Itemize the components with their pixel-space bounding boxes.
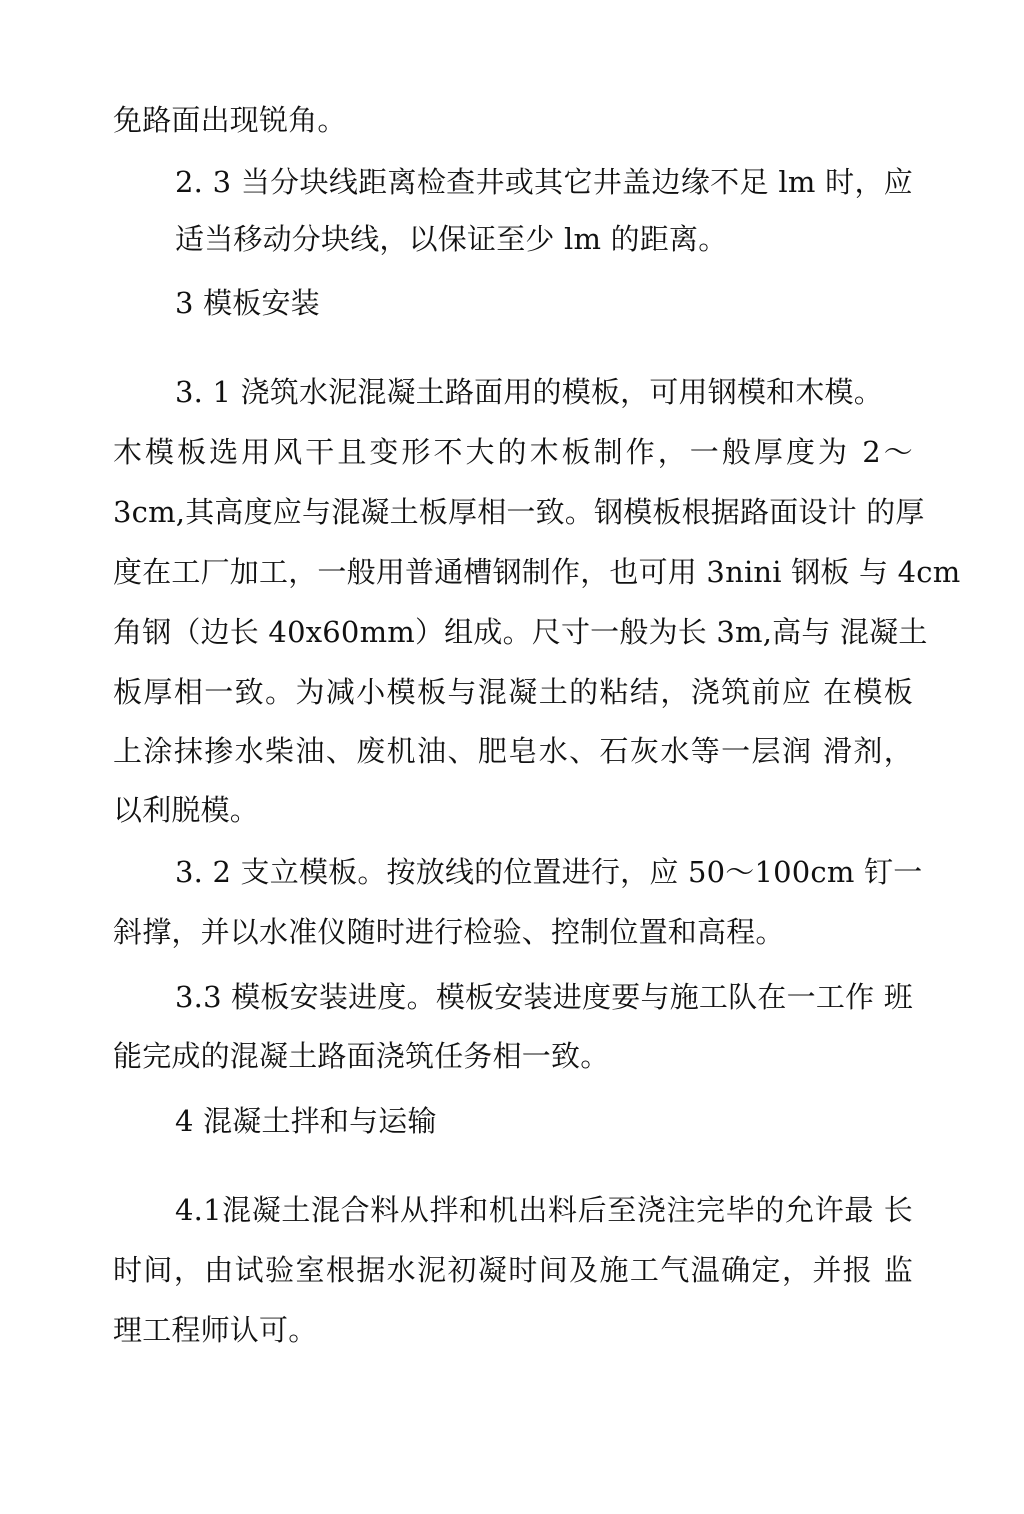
section-heading: 3 模板安装 xyxy=(175,286,320,320)
paragraph-line: 度在工厂加工，一般用普通槽钢制作，也可用 3nini 钢板 与 4cm xyxy=(113,555,961,589)
paragraph-line: 3. 2 支立模板。按放线的位置进行，应 50～100cm 钉一 xyxy=(175,855,923,889)
paragraph-line: 免路面出现锐角。 xyxy=(113,103,347,137)
paragraph-line: 2. 3 当分块线距离检查井或其它井盖边缘不足 lm 时，应 xyxy=(175,165,913,199)
paragraph-line: 斜撑，并以水准仪随时进行检验、控制位置和高程。 xyxy=(113,915,785,949)
paragraph-line: 板厚相一致。为减小模板与混凝土的粘结，浇筑前应 在模板 xyxy=(113,675,913,709)
paragraph-line: 上涂抹掺水柴油、废机油、肥皂水、石灰水等一层润 滑剂， xyxy=(113,734,913,768)
paragraph-line: 理工程师认可。 xyxy=(113,1313,318,1347)
paragraph-line: 3cm,其高度应与混凝土板厚相一致。钢模板根据路面设计 的厚 xyxy=(113,495,925,529)
paragraph-line: 3. 1 浇筑水泥混凝土路面用的模板，可用钢模和木模。 xyxy=(175,375,883,409)
paragraph-line: 以利脱模。 xyxy=(113,793,260,827)
paragraph-line: 时间，由试验室根据水泥初凝时间及施工气温确定，并报 监 xyxy=(113,1253,913,1287)
section-heading: 4 混凝土拌和与运输 xyxy=(175,1104,437,1138)
paragraph-line: 3.3 模板安装进度。模板安装进度要与施工队在一工作 班 xyxy=(175,980,913,1014)
paragraph-line: 角钢（边长 40x60mm）组成。尺寸一般为长 3m,高与 混凝土 xyxy=(113,615,928,649)
paragraph-line: 4.1混凝土混合料从拌和机出料后至浇注完毕的允许最 长 xyxy=(175,1193,913,1227)
paragraph-line: 适当移动分块线，以保证至少 lm 的距离。 xyxy=(175,222,728,256)
paragraph-line: 能完成的混凝土路面浇筑任务相一致。 xyxy=(113,1039,610,1073)
paragraph-line: 木模板选用风干且变形不大的木板制作，一般厚度为 2～ xyxy=(113,435,913,469)
